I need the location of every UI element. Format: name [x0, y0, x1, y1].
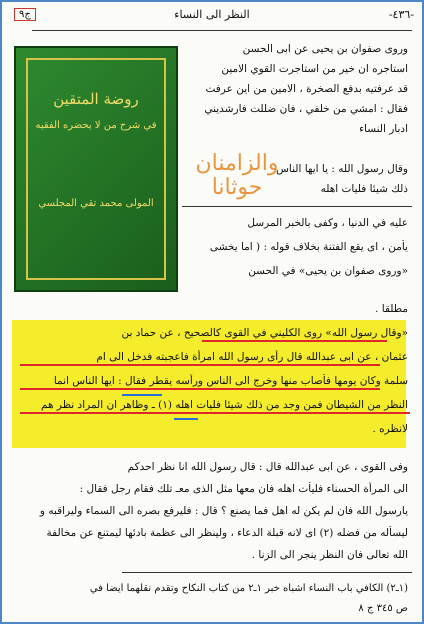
highlighted-line: النظر من الشيطان فمن وجد من ذلك شيئا فليات اهله (١) ـ وظاهر ان المراد نظر هم — [41, 399, 408, 411]
red-underline — [20, 364, 380, 366]
red-underline — [20, 412, 410, 414]
section-divider — [182, 206, 412, 207]
highlighted-line: عثمان ، عن ابى عبدالله قال رأى رسول الله امرأة فاعجبته فدخل الى ام — [96, 351, 408, 363]
text-line: وقال رسول الله : يا ايها الناس — [276, 163, 408, 175]
highlighted-line: «وقال رسول الله» روى الكليني في القوى كالصحيح ، عن حماد بن — [121, 327, 408, 339]
header-divider — [32, 30, 412, 31]
text-line: فقال : امشي من خلفي ، فان ضللت فارشديني — [204, 103, 408, 115]
text-line: «وروى صفوان بن يحيى» في الحسن — [248, 265, 408, 277]
text-line: الله تعالى فان النظر ينجر الى الزنا . — [251, 549, 408, 561]
text-line: ذلك شيئا فليات اهله — [320, 183, 408, 195]
highlighted-line: لانظره . — [372, 423, 408, 435]
volume-badge: ج٩ — [14, 8, 36, 21]
cover-author: المولى محمد تقي المجلسي — [38, 198, 154, 209]
watermark-line: والزامنان — [195, 151, 279, 176]
text-line: قد عرفتيه بدفع الصخرة ، الامين من اين عرفت — [205, 83, 408, 95]
text-line: استاجره ان خير من استاجرت القوي الامين — [221, 63, 408, 75]
text-line: عليه في الدنيا ، وكفى بالخبر المرسل — [247, 217, 408, 229]
page-title: النظر الى النساء — [174, 8, 250, 21]
footnote-line: (١ـ٢) الكافي باب النساء اشباه خبر ١ـ٢ من كتاب النكاح وتقدم نقلهما ايضا في — [89, 583, 408, 594]
text-line: وروى صفوان بن يحيى عن ابى الحسن — [242, 43, 408, 55]
red-underline — [20, 388, 380, 390]
page-number: -٤٣٦- — [388, 8, 414, 21]
cover-subtitle: في شرح من لا يحضره الفقيه — [35, 120, 157, 131]
red-underline — [202, 340, 387, 342]
footnote-divider — [122, 572, 412, 573]
watermark-line: حوثانا — [211, 175, 263, 200]
text-line: ليسأله من فضله (٢) اى لانه قبلة الدعاء ، ولينظر الى عظمة بادئها ليمتنع عن مخالفة — [46, 527, 408, 539]
footnote-line: ص ٣٤٥ ج ٨ — [358, 603, 408, 614]
highlighted-line: سلمة وكان يومها فأصاب منها وخرج الى الناس ورأسه يقطر فقال : ايها الناس انما — [53, 375, 408, 387]
blue-underline — [122, 394, 162, 396]
page-header — [10, 8, 414, 28]
text-line: ادبار النساء — [359, 123, 408, 135]
text-line: يأمن ، اى يقع الفتنة بخلاف قوله : ( اما يخشى — [209, 241, 408, 253]
text-line: يارسول الله فان لم يكن له اهل فما يصنع ؟ قال : فليرفع بصره الى السماء وليراقبه و — [39, 505, 408, 517]
book-cover-image — [14, 46, 178, 292]
text-line: مطلقا . — [375, 303, 408, 315]
text-line: الى المرأة الحسناء فليأت اهله فان معها مثل الذى معـ تلك فقام رجل فقال : — [79, 483, 408, 495]
text-line: وفى القوى ، عن ابى عبدالله قال : قال رسول الله انا نظر احدكم — [127, 461, 408, 473]
cover-title: روضة المتقين — [53, 90, 139, 108]
blue-underline — [174, 418, 198, 420]
watermark-logo — [182, 152, 292, 200]
